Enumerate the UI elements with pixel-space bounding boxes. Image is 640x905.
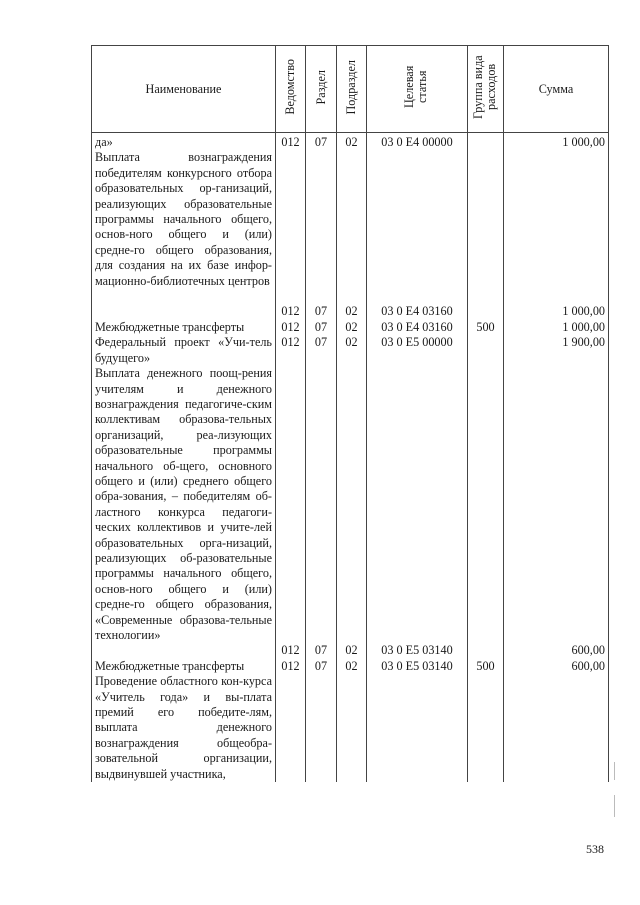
row-podrazdel-cell	[337, 674, 367, 782]
row-razdel-cell: 07 07	[306, 133, 337, 320]
budget-table	[91, 45, 609, 782]
row-name-cell: да» Выплата вознаграждения победителям конкурсного отбора образовательных ор-ганизаций, реализующих образовательные программы начального общего, основ-ного общего и (или) средне-го общего образования, для создания на их базе инфор-мационно-библиотечных центров	[92, 133, 276, 320]
scan-mark	[614, 795, 615, 817]
row-name-cell: Федеральный проект «Учи-тель будущего» Выплата денежного поощ-рения учителям и денежного вознаграждения педагогиче-ским коллективам образова-тельных организаций, реа-лизующих образовательные программы начального об-щего, основного общего и (или) среднего общего обра-зования, – победителям об-ластного конкурса педагоги-ческих коллективов и учите-лей образовательных орга-низаций, реализующих об-разовательные программы начального общего, основ-ного общего и (или) средне-го общего образования, «Современные образова-тельные технологии»	[92, 335, 276, 659]
table-row	[92, 659, 609, 674]
row-name-cell: Межбюджетные трансферты	[92, 320, 276, 335]
row-name-cell: Межбюджетные трансферты	[92, 659, 276, 674]
row-summa-cell: 600,00	[504, 659, 609, 674]
header-podrazdel: Подраздел	[337, 46, 367, 133]
row-podrazdel-cell: 02 02	[337, 133, 367, 320]
table-row	[92, 133, 609, 320]
row-gruppa-cell	[468, 674, 504, 782]
row-celevaya-cell: 03 0 E5 03140	[367, 659, 468, 674]
row-vedomstvo-cell: 012	[276, 659, 306, 674]
row-vedomstvo-cell: 012	[276, 320, 306, 335]
row-razdel-cell: 07	[306, 659, 337, 674]
row-vedomstvo-cell: 012 012	[276, 133, 306, 320]
row-celevaya-cell: 03 0 E4 00000 03 0 E4 03160	[367, 133, 468, 320]
page-number: 538	[586, 842, 604, 856]
row-gruppa-cell: 500	[468, 320, 504, 335]
row-podrazdel-cell: 02	[337, 320, 367, 335]
table-header-row	[92, 46, 609, 133]
table-row	[92, 320, 609, 335]
row-celevaya-cell: 03 0 E5 00000 03 0 E5 03140	[367, 335, 468, 659]
row-name-cell: Проведение областного кон-курса «Учитель года» и вы-плата премий его победите-лям, выплата денежного вознаграждения общеобра-зовательной организации, выдвинувшей участника,	[92, 674, 276, 782]
table-row	[92, 674, 609, 782]
row-gruppa-cell	[468, 133, 504, 320]
row-summa-cell: 1 900,00 600,00	[504, 335, 609, 659]
scan-mark	[614, 762, 615, 780]
row-celevaya-cell: 03 0 E4 03160	[367, 320, 468, 335]
row-razdel-cell: 07 07	[306, 335, 337, 659]
row-gruppa-cell	[468, 335, 504, 659]
header-celevaya-statya: Целевая статья	[367, 46, 468, 133]
row-summa-cell	[504, 674, 609, 782]
header-name: Наименование	[92, 46, 276, 133]
row-vedomstvo-cell: 012 012	[276, 335, 306, 659]
row-podrazdel-cell: 02 02	[337, 335, 367, 659]
header-vedomstvo: Ведомство	[276, 46, 306, 133]
row-summa-cell: 1 000,00 1 000,00	[504, 133, 609, 320]
row-razdel-cell	[306, 674, 337, 782]
row-summa-cell: 1 000,00	[504, 320, 609, 335]
header-razdel: Раздел	[306, 46, 337, 133]
row-vedomstvo-cell	[276, 674, 306, 782]
row-podrazdel-cell: 02	[337, 659, 367, 674]
row-razdel-cell: 07	[306, 320, 337, 335]
header-summa: Сумма	[504, 46, 609, 133]
header-gruppa-vida-rashodov: Группа вида расходов	[468, 46, 504, 133]
row-gruppa-cell: 500	[468, 659, 504, 674]
table-row	[92, 335, 609, 659]
row-celevaya-cell	[367, 674, 468, 782]
